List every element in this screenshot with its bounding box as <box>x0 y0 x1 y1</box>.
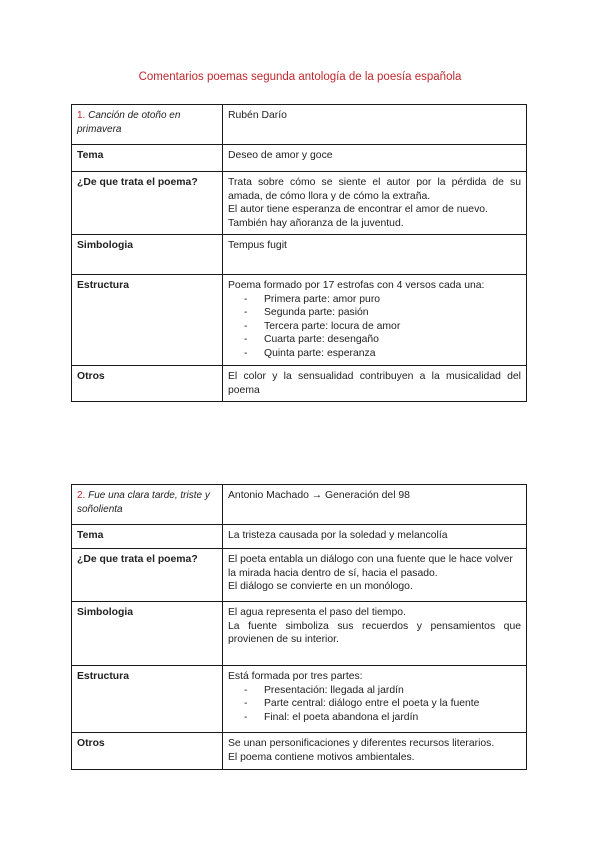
row-tema <box>72 525 527 549</box>
row-label: Estructura <box>72 275 223 366</box>
row-label: Estructura <box>72 666 223 733</box>
row-label: Otros <box>72 366 223 402</box>
row-label: Otros <box>72 733 223 770</box>
structure-intro: Poema formado por 17 estrofas con 4 versos cada una: <box>228 280 485 291</box>
structure-intro: Está formada por tres partes: <box>228 671 363 682</box>
page-title: Comentarios poemas segunda antología de la poesía española <box>138 71 462 83</box>
poem-number: 1. <box>77 110 86 121</box>
text-line: La fuente simboliza sus recuerdos y pensamientos que provienen de su interior. <box>228 620 521 646</box>
row-simbologia <box>72 235 527 275</box>
text-line: El poema contiene motivos ambientales. <box>228 751 415 763</box>
row-value <box>223 733 527 770</box>
row-trata <box>72 172 527 235</box>
text-line: Trata sobre cómo se siente el autor por la pérdida de su amada, de cómo llora y de cómo la extraña. <box>228 177 521 202</box>
poem-author: Antonio Machado → Generación del 98 <box>223 485 527 525</box>
row-estructura <box>72 275 527 366</box>
row-value <box>223 602 527 666</box>
poem-title: Fue una clara tarde, triste y soñolienta <box>77 490 210 515</box>
row-value: Tempus fugit <box>223 235 527 275</box>
row-value <box>223 549 527 602</box>
text-line: El diálogo se convierte en un monólogo. <box>228 581 413 593</box>
poem-header-row <box>72 485 527 525</box>
row-otros <box>72 733 527 770</box>
row-label: Simbologia <box>72 602 223 666</box>
structure-list <box>228 293 521 361</box>
list-item: - Tercera parte: locura de amor <box>244 320 521 334</box>
text-line: Se unan personificaciones y diferentes recursos literarios. <box>228 738 495 749</box>
list-item: - Primera parte: amor puro <box>244 293 521 307</box>
text-line: El autor tiene esperanza de encontrar el amor de nuevo. <box>228 204 488 216</box>
poem-table-2 <box>71 484 527 770</box>
structure-list <box>228 684 521 725</box>
row-tema <box>72 145 527 172</box>
row-value <box>223 172 527 235</box>
row-value <box>223 666 527 733</box>
row-simbologia <box>72 602 527 666</box>
list-item: - Parte central: diálogo entre el poeta y la fuente <box>244 697 521 711</box>
list-item: - Presentación: llegada al jardín <box>244 684 521 698</box>
poem-number: 2. <box>77 490 86 501</box>
row-value <box>223 275 527 366</box>
poem-title-cell <box>72 105 223 145</box>
poem-title-cell <box>72 485 223 525</box>
row-value: El color y la sensualidad contribuyen a la musicalidad del poema <box>223 366 527 402</box>
poem-title: Canción de otoño en primavera <box>77 110 181 135</box>
list-item: - Cuarta parte: desengaño <box>244 333 521 347</box>
row-value: Deseo de amor y goce <box>223 145 527 172</box>
text-line: También hay añoranza de la juventud. <box>228 217 404 229</box>
poem-table-1 <box>71 104 527 402</box>
poem-author: Rubén Darío <box>223 105 527 145</box>
list-item: - Segunda parte: pasión <box>244 306 521 320</box>
row-estructura <box>72 666 527 733</box>
row-label: Tema <box>72 525 223 549</box>
list-item: - Quinta parte: esperanza <box>244 347 521 361</box>
text-line: El poeta entabla un diálogo con una fuente que le hace volver la mirada hacia dentro de sí, hacia el pasado. <box>228 554 513 579</box>
row-label: Tema <box>72 145 223 172</box>
list-item: - Final: el poeta abandona el jardín <box>244 711 521 725</box>
row-trata <box>72 549 527 602</box>
row-label: ¿De que trata el poema? <box>72 549 223 602</box>
row-value: La tristeza causada por la soledad y melancolía <box>223 525 527 549</box>
row-label: Simbologia <box>72 235 223 275</box>
poem-header-row <box>72 105 527 145</box>
row-label: ¿De que trata el poema? <box>72 172 223 235</box>
text-line: El agua representa el paso del tiempo. <box>228 607 406 618</box>
row-otros <box>72 366 527 402</box>
